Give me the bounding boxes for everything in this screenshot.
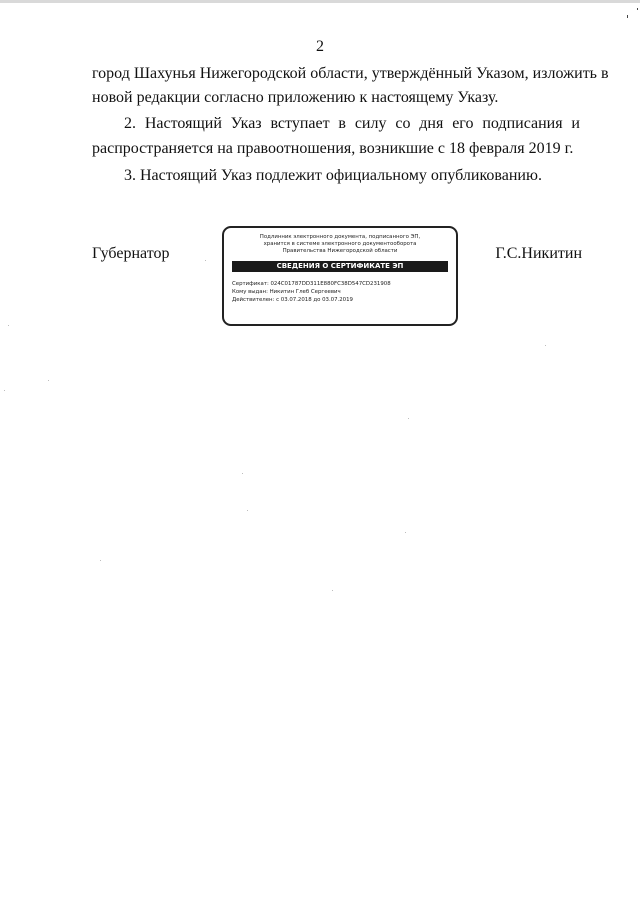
paragraph-1-line-2: новой редакции согласно приложению к настоящему Указу. bbox=[92, 89, 499, 106]
paragraph-3: 3. Настоящий Указ подлежит официальному опубликованию. bbox=[124, 167, 542, 184]
paragraph-2-line-1: 2. Настоящий Указ вступает в силу со дня его подписания и bbox=[124, 115, 580, 132]
signatory-title: Губернатор bbox=[92, 245, 170, 262]
scan-mark bbox=[637, 8, 638, 10]
stamp-details bbox=[232, 280, 456, 304]
scan-speck bbox=[408, 418, 409, 419]
stamp-issued-to: Кому выдан: Никитин Глеб Сергеевич bbox=[232, 289, 341, 295]
stamp-header-line: Подлинник электронного документа, подписанного ЭП, bbox=[259, 234, 421, 240]
scan-speck bbox=[405, 532, 406, 533]
stamp-validity: Действителен: с 03.07.2018 до 03.07.2019 bbox=[232, 297, 353, 303]
scan-speck bbox=[100, 560, 101, 561]
scan-speck bbox=[8, 325, 9, 326]
scan-speck bbox=[4, 390, 5, 391]
stamp-header-line: Правительства Нижегородской области bbox=[282, 248, 398, 254]
stamp-certificate-number: Сертификат: 024C01787DD311E880FC38D547CD231908 bbox=[232, 281, 391, 287]
page-number: 2 bbox=[316, 38, 324, 55]
electronic-signature-stamp bbox=[222, 226, 458, 326]
scan-mark bbox=[627, 15, 628, 18]
stamp-header-line: хранится в системе электронного документооборота bbox=[263, 241, 417, 247]
scan-edge bbox=[0, 0, 640, 3]
stamp-header bbox=[224, 234, 456, 255]
scan-speck bbox=[332, 590, 333, 591]
scan-speck bbox=[545, 345, 546, 346]
paragraph-2-line-2: распространяется на правоотношения, возникшие с 18 февраля 2019 г. bbox=[92, 140, 574, 157]
scan-speck bbox=[48, 380, 49, 381]
signatory-name: Г.С.Никитин bbox=[495, 245, 582, 262]
scan-speck bbox=[247, 510, 248, 511]
scan-speck bbox=[205, 260, 206, 261]
scan-speck bbox=[242, 473, 243, 474]
paragraph-1-line-1: город Шахунья Нижегородской области, утверждённый Указом, изложить в bbox=[92, 65, 609, 82]
stamp-certificate-band: СВЕДЕНИЯ О СЕРТИФИКАТЕ ЭП bbox=[232, 261, 448, 272]
